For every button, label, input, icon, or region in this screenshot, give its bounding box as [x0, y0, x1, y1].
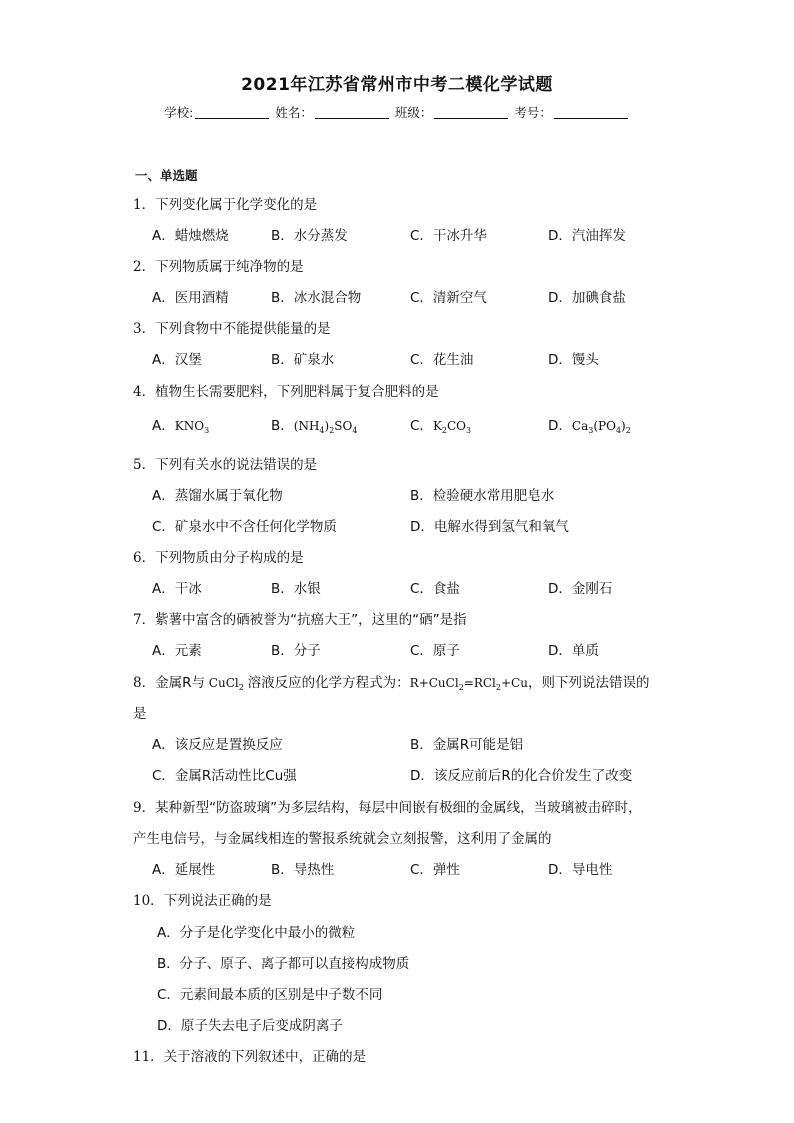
question-9-line2: 产生电信号，与金属线相连的警报系统就会立刻报警，这利用了金属的 [133, 831, 552, 847]
option-c[interactable]: C．食盐 [410, 581, 460, 597]
question-2 [133, 255, 304, 275]
question-number: 6． [133, 550, 156, 566]
question-text: 下列物质属于纯净物的是 [155, 259, 304, 275]
question-number: 10． [133, 893, 164, 909]
option-c[interactable]: C．矿泉水中不含任何化学物质 [152, 519, 337, 535]
question-text: 下列说法正确的是 [163, 893, 272, 909]
option-c[interactable]: C．花生油 [410, 352, 474, 368]
question-5 [133, 453, 317, 473]
option-d[interactable]: D．原子失去电子后变成阴离子 [157, 1018, 343, 1034]
formula-cucl2: CuCl$_2$ [204, 676, 244, 692]
question-1 [133, 193, 317, 213]
formula-equation: R+CuCl$_2$=RCl$_2$+Cu [409, 676, 528, 692]
page-title: 2021年江苏省常州市中考二模化学试题 [241, 75, 553, 95]
option-a[interactable] [152, 414, 209, 435]
question-10 [133, 889, 272, 909]
option-b[interactable]: B．分子 [271, 643, 321, 659]
option-letter: D． [548, 418, 572, 434]
school-blank[interactable] [195, 106, 269, 119]
question-text-end: ，则下列说法错误的 [527, 675, 650, 691]
question-text: 下列物质由分子构成的是 [155, 550, 304, 566]
option-b[interactable]: B．分子、原子、离子都可以直接构成物质 [157, 956, 410, 972]
option-c[interactable] [410, 414, 471, 435]
question-number: 4． [133, 384, 156, 400]
question-text: 关于溶液的下列叙述中，正确的是 [163, 1049, 367, 1065]
formula-nh4so4: $(NH_4)_2SO_4$ [293, 419, 358, 435]
question-number: 3． [133, 321, 156, 337]
question-text: 某种新型“防盗玻璃”为多层结构，每层中间嵌有极细的金属线，当玻璃被击碎时， [155, 800, 642, 816]
formula-kno3: $KNO_3$ [174, 419, 210, 435]
formula-ca3po4: $Ca_3(PO_4)_2$ [571, 419, 631, 435]
option-b[interactable]: B．导热性 [271, 862, 335, 878]
question-number: 11． [133, 1049, 164, 1065]
option-c[interactable]: C．原子 [410, 643, 460, 659]
option-c[interactable]: C．清新空气 [410, 290, 487, 306]
question-number: 1． [133, 197, 156, 213]
option-letter: B． [271, 418, 294, 434]
question-8 [133, 671, 649, 692]
option-a[interactable]: A．延展性 [152, 862, 216, 878]
option-d[interactable]: D．金刚石 [548, 581, 613, 597]
option-letter: A． [152, 418, 175, 434]
name-label: 姓名： [275, 105, 313, 120]
option-d[interactable]: D．导电性 [548, 862, 613, 878]
question-4 [133, 380, 439, 400]
question-text: 下列变化属于化学变化的是 [155, 197, 318, 213]
question-text: 下列食物中不能提供能量的是 [155, 321, 331, 337]
school-label: 学校: [164, 105, 194, 120]
option-d[interactable] [548, 414, 631, 435]
class-label: 班级： [394, 105, 433, 120]
option-d[interactable]: D．加碘食盐 [548, 290, 626, 306]
option-a[interactable]: A．蜡烛燃烧 [152, 228, 229, 244]
option-a[interactable]: A．该反应是置换反应 [152, 737, 283, 753]
question-text: 植物生长需要肥料，下列肥料属于复合肥料的是 [155, 384, 439, 400]
option-c[interactable]: C．金属R活动性比Cu强 [152, 768, 297, 784]
option-a[interactable]: A．干冰 [152, 581, 202, 597]
option-b[interactable]: B．检验硬水常用肥皂水 [410, 488, 555, 504]
option-d[interactable]: D．馒头 [548, 352, 599, 368]
question-6 [133, 546, 304, 566]
option-b[interactable]: B．水分蒸发 [271, 228, 348, 244]
question-text-mid: 溶液反应的化学方程式为： [247, 675, 410, 691]
question-7 [133, 608, 467, 628]
option-b[interactable]: B．水银 [271, 581, 321, 597]
question-8-line2: 是 [133, 706, 147, 722]
option-a[interactable]: A．分子是化学变化中最小的微粒 [157, 925, 356, 941]
option-b[interactable]: B．金属R可能是铝 [410, 737, 524, 753]
number-label: 考号： [514, 105, 552, 120]
question-11 [133, 1045, 366, 1065]
option-c[interactable]: C．元素间最本质的区别是中子数不同 [157, 987, 383, 1003]
question-number: 9． [133, 800, 156, 816]
formula-k2co3: $K_2CO_3$ [432, 419, 472, 435]
option-a[interactable]: A．元素 [152, 643, 202, 659]
option-d[interactable]: D．汽油挥发 [548, 228, 626, 244]
option-b[interactable]: B．矿泉水 [271, 352, 335, 368]
option-letter: C． [410, 418, 433, 434]
question-text: 金属R与 [155, 675, 205, 691]
question-number: 7． [133, 612, 156, 628]
question-number: 8． [133, 675, 156, 691]
option-c[interactable]: C．弹性 [410, 862, 460, 878]
option-b[interactable] [271, 414, 357, 435]
number-blank[interactable] [554, 106, 628, 119]
question-text: 紫薯中富含的硒被誉为“抗癌大王”，这里的“硒”是指 [155, 612, 467, 628]
option-a[interactable]: A．医用酒精 [152, 290, 229, 306]
name-blank[interactable] [315, 106, 389, 119]
option-b[interactable]: B．冰水混合物 [271, 290, 362, 306]
option-d[interactable]: D．该反应前后R的化合价发生了改变 [410, 768, 633, 784]
question-number: 2． [133, 259, 156, 275]
option-d[interactable]: D．单质 [548, 643, 599, 659]
class-blank[interactable] [434, 106, 508, 119]
question-9 [133, 796, 642, 816]
question-3 [133, 317, 331, 337]
student-info-line [0, 103, 794, 121]
option-a[interactable]: A．汉堡 [152, 352, 202, 368]
option-c[interactable]: C．干冰升华 [410, 228, 487, 244]
question-number: 5． [133, 457, 156, 473]
section-heading: 一、单选题 [135, 168, 198, 183]
option-d[interactable]: D．电解水得到氢气和氧气 [410, 519, 569, 535]
option-a[interactable]: A．蒸馏水属于氧化物 [152, 488, 283, 504]
question-text: 下列有关水的说法错误的是 [155, 457, 318, 473]
